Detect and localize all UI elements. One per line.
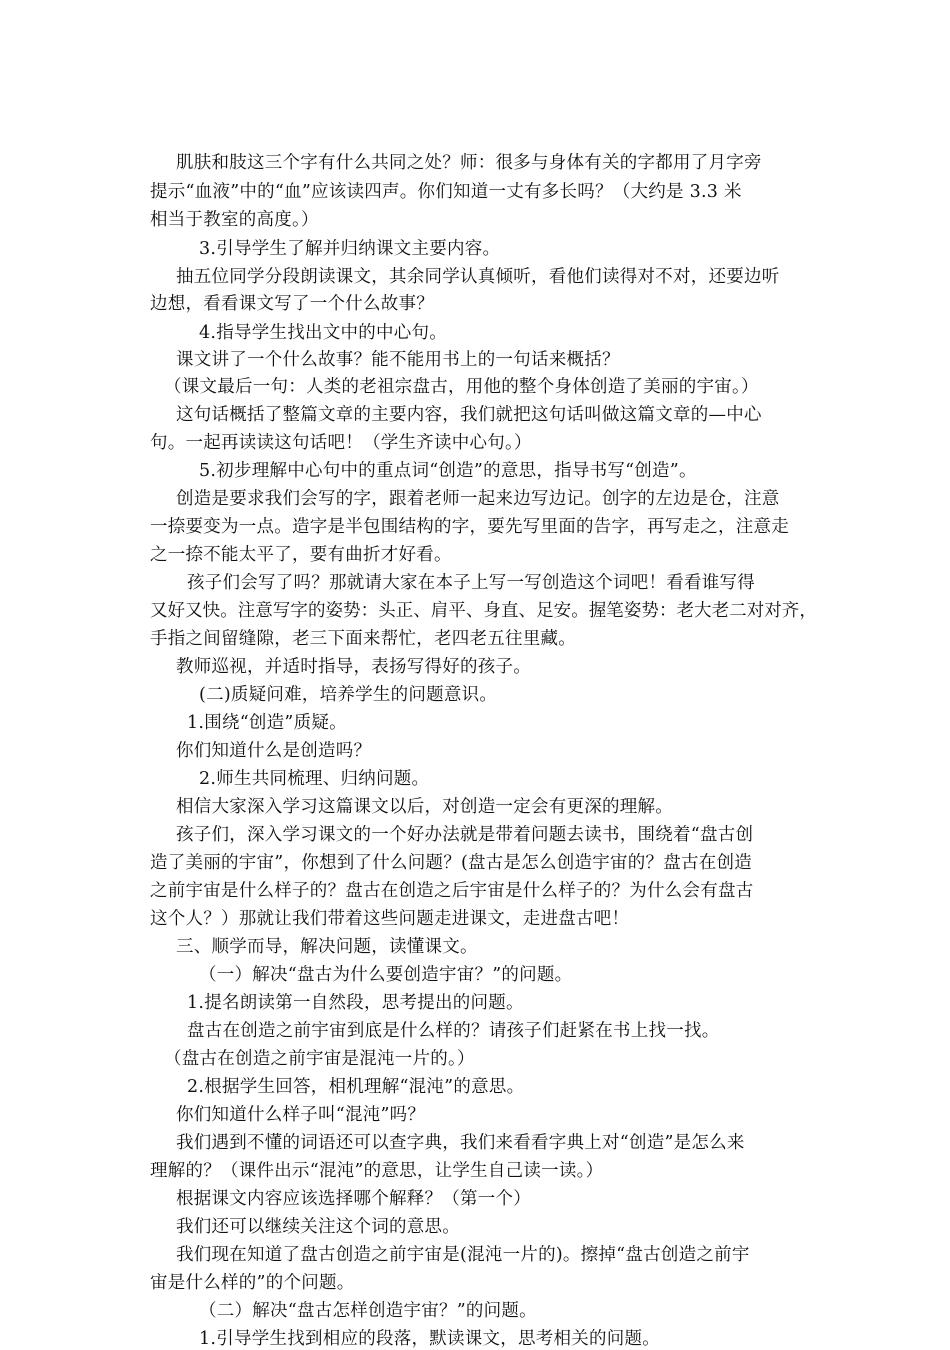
text-line: 2.根据学生回答，相机理解“混沌”的意思。 <box>187 1077 525 1097</box>
text-line: 教师巡视，并适时指导，表扬写得好的孩子。 <box>176 657 531 677</box>
text-line: 抽五位同学分段朗读课文，其余同学认真倾听，看他们读得对不对，还要边听 <box>176 267 780 287</box>
text-line: 你们知道什么是创造吗？ <box>176 741 372 761</box>
text-line: 4.指导学生找出文中的中心句。 <box>199 323 447 343</box>
text-line: 手指之间留缝隙，老三下面来帮忙，老四老五往里藏。 <box>150 629 576 649</box>
text-line: 提示“血液”中的“血”应该读四声。你们知道一丈有多长吗？（大约是 3.3 米 <box>150 182 742 202</box>
text-line: （一）解决“盘古为什么要创造宇宙？”的问题。 <box>199 965 573 985</box>
text-line: (二)质疑问难，培养学生的问题意识。 <box>199 685 498 705</box>
text-line: 理解的？（课件出示“混沌”的意思，让学生自己读一读。） <box>150 1161 604 1181</box>
text-line: 句。一起再读读这句话吧！（学生齐读中心句。） <box>150 433 532 453</box>
text-line: 1.引导学生找到相应的段落，默读课文，思考相关的问题。 <box>199 1329 660 1349</box>
text-line: 盘古在创造之前宇宙到底是什么样的？请孩子们赶紧在书上找一找。 <box>187 1021 720 1041</box>
text-line: 这句话概括了整篇文章的主要内容，我们就把这句话叫做这篇文章的—中心 <box>176 405 762 425</box>
text-line: 你们知道什么样子叫“混沌”吗？ <box>176 1105 426 1125</box>
text-line: 相当于教室的高度。） <box>150 210 319 230</box>
text-line: （二）解决“盘古怎样创造宇宙？”的问题。 <box>199 1301 537 1321</box>
text-line: 孩子们，深入学习课文的一个好办法就是带着问题去读书，围绕着“盘古创 <box>176 825 754 845</box>
text-line: 创造是要求我们会写的字，跟着老师一起来边写边记。创字的左边是仓，注意 <box>176 489 780 509</box>
text-line: 相信大家深入学习这篇课文以后，对创造一定会有更深的理解。 <box>176 797 673 817</box>
text-line: 3.引导学生了解并归纳课文主要内容。 <box>199 239 501 259</box>
text-line: 造了美丽的宇宙”，你想到了什么问题？(盘古是怎么创造宇宙的？盘古在创造 <box>150 853 753 873</box>
text-line: （课文最后一句：人类的老祖宗盘古，用他的整个身体创造了美丽的宇宙。） <box>164 377 759 397</box>
text-line: 根据课文内容应该选择哪个解释？（第一个） <box>176 1189 531 1209</box>
text-line: 之前宇宙是什么样子的？盘古在创造之后宇宙是什么样子的？为什么会有盘古 <box>150 881 754 901</box>
text-line: 我们还可以继续关注这个词的意思。 <box>176 1217 460 1237</box>
text-line: 三、顺学而导，解决问题，读懂课文。 <box>176 937 478 957</box>
text-line: 孩子们会写了吗？那就请大家在本子上写一写创造这个词吧！看看谁写得 <box>187 573 755 593</box>
text-line: 肌肤和肢这三个字有什么共同之处？师：很多与身体有关的字都用了月字旁 <box>176 153 762 173</box>
text-line: （盘古在创造之前宇宙是混沌一片的。） <box>164 1049 475 1069</box>
text-line: 5.初步理解中心句中的重点词“创造”的意思，指导书写“创造”。 <box>199 461 697 481</box>
text-line: 课文讲了一个什么故事？能不能用书上的一句话来概括？ <box>176 350 620 370</box>
text-line: 1.提名朗读第一自然段，思考提出的问题。 <box>187 993 524 1013</box>
text-line: 我们现在知道了盘古创造之前宇宙是(混沌一片的)。擦掉“盘古创造之前宇 <box>176 1245 750 1265</box>
text-line: 又好又快。注意写字的姿势：头正、肩平、身直、足安。握笔姿势：老大老二对对齐， <box>150 601 817 621</box>
text-line: 这个人？）那就让我们带着这些问题走进课文，走进盘古吧！ <box>150 909 630 929</box>
text-line: 边想，看看课文写了一个什么故事？ <box>150 294 434 314</box>
text-line: 我们遇到不懂的词语还可以查字典，我们来看看字典上对“创造”是怎么来 <box>176 1133 745 1153</box>
text-line: 2.师生共同梳理、归纳问题。 <box>199 769 430 789</box>
text-line: 宙是什么样的”的个问题。 <box>150 1273 355 1293</box>
text-line: 1.围绕“创造”质疑。 <box>187 713 347 733</box>
text-line: 之一捺不能太平了，要有曲折才好看。 <box>150 545 452 565</box>
text-line: 一捺要变为一点。造字是半包围结构的字，要先写里面的告字，再写走之，注意走 <box>150 517 789 537</box>
